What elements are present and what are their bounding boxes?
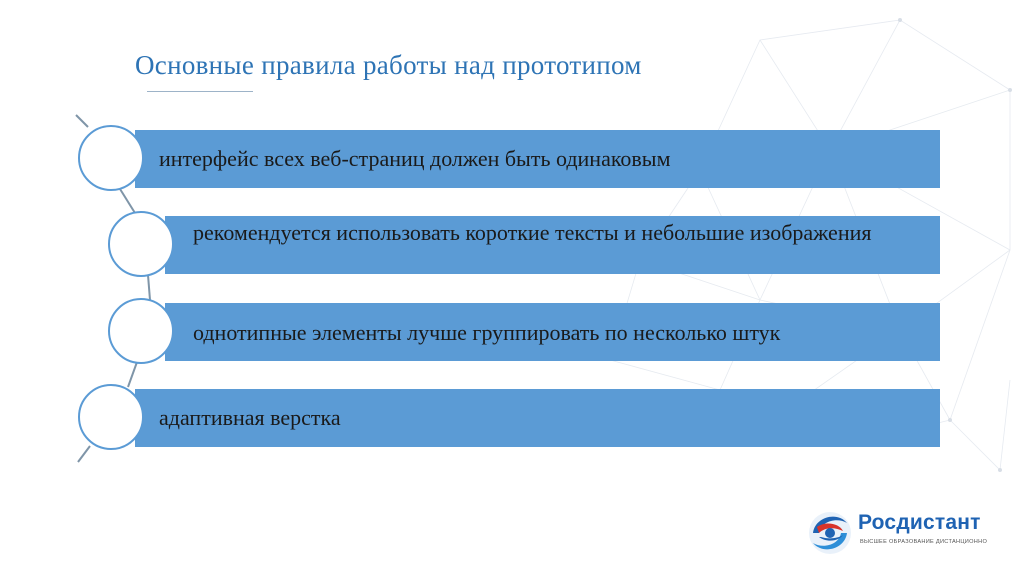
rosdistant-swirl-logo-icon <box>807 507 853 559</box>
list-item-short-texts <box>165 216 940 274</box>
bullet-circle <box>108 298 174 364</box>
logo-tagline: ВЫСШЕЕ ОБРАЗОВАНИЕ ДИСТАНЦИОННО <box>860 539 988 545</box>
bullet-circle <box>78 125 144 191</box>
list-item-text: адаптивная верстка <box>159 405 341 430</box>
logo-name: Росдистант <box>858 511 981 534</box>
bullet-circle <box>108 211 174 277</box>
list-item-text: однотипные элементы лучше группировать по несколько штук <box>193 320 781 345</box>
list-item-adaptive <box>135 389 940 447</box>
list-item-grouping <box>165 303 940 361</box>
list-item-text: интерфейс всех веб-страниц должен быть одинаковым <box>159 146 671 171</box>
slide-title: Основные правила работы над прототипом <box>135 50 642 80</box>
bullet-circle <box>78 384 144 450</box>
list-item-text: рекомендуется использовать короткие тексты и небольшие изображения <box>193 220 872 245</box>
list-item-interface <box>135 130 940 188</box>
rosdistant-logo <box>805 505 1005 565</box>
